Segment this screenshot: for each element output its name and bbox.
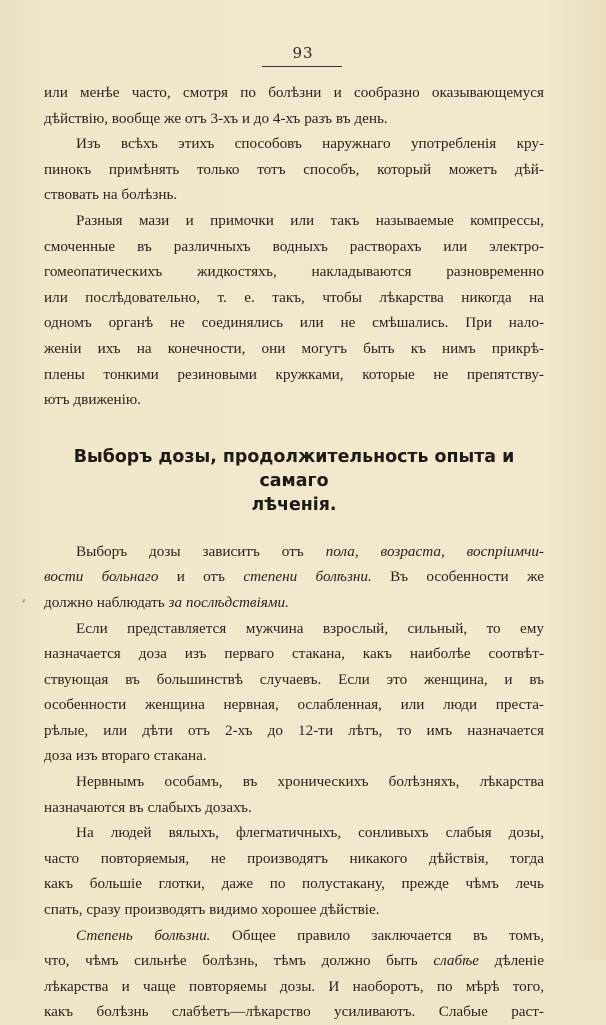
page-number: 93	[292, 44, 314, 62]
paragraph-4	[44, 539, 544, 616]
text-line: или менѣе часто, смотря по болѣзни и сообразно оказывающемуся	[44, 84, 544, 101]
text-line: ютъ движенію.	[44, 391, 141, 409]
italic-run: Степень болѣзни.	[76, 926, 211, 944]
text-run: дѣленіе	[478, 952, 545, 970]
italic-run: вости больнаго	[44, 568, 159, 586]
paragraph-2	[44, 131, 544, 208]
heading-line: Выборъ дозы, продолжительность опыта и самаго	[73, 446, 515, 491]
text-line: женіи ихъ на конечности, они могутъ быть къ нимъ прикрѣ-	[44, 339, 544, 357]
paragraph-1	[44, 80, 544, 131]
text-line: дѣйствію, вообще же отъ 3-хъ и до 4-хъ разъ въ день.	[44, 109, 388, 127]
text-line	[44, 590, 544, 616]
text-line: назначаются въ слабыхъ дозахъ.	[44, 798, 252, 816]
text-line: плены тонкими резиновыми кружками, которые не препятству-	[44, 365, 544, 383]
text-run: что, чѣмъ сильнѣе болѣзнь, тѣмъ должно быть	[44, 952, 434, 970]
paragraph-6	[44, 769, 544, 820]
text-line: ствующая въ большинствѣ случаевъ. Если это женщина, и въ	[44, 670, 544, 688]
text-run: и отъ	[158, 568, 244, 586]
text-line: спать, сразу производятъ видимо хорошее дѣйствіе.	[44, 901, 380, 919]
italic-run: слабѣе	[433, 952, 479, 970]
italic-run: за послѣдствіями.	[168, 593, 289, 611]
text-line	[44, 564, 544, 590]
text-run: Общее правило заключается въ томъ,	[210, 926, 544, 944]
page-number-rule	[262, 66, 342, 67]
text-line	[44, 539, 544, 565]
italic-run: пола, возраста, воспріимчи-	[325, 542, 544, 560]
text-line: Нервнымъ особамъ, въ хроническихъ болѣзняхъ, лѣкарства	[76, 773, 544, 791]
paragraph-8	[44, 923, 544, 1025]
text-line	[44, 948, 544, 974]
section-heading	[44, 445, 544, 517]
text-run: Выборъ дозы зависитъ отъ	[76, 542, 326, 560]
text-line: На людей вялыхъ, флегматичныхъ, сонливыхъ слабыя дозы,	[76, 824, 544, 842]
text-line: одномъ органѣ не соединялись или не смѣшались. При нало-	[44, 314, 544, 332]
text-line: Если представляется мужчина взрослый, сильный, то ему	[76, 619, 544, 637]
text-line: пинокъ примѣнять только тотъ способъ, который можетъ дѣй-	[44, 160, 544, 178]
paragraph-7	[44, 820, 544, 922]
text-line: особенности женщина нервная, ослабленная, или люди преста-	[44, 696, 544, 714]
stray-mark: ‚	[22, 590, 26, 604]
text-line: какъ большіе глотки, даже по полустакану, прежде чѣмъ лечь	[44, 875, 544, 893]
body-text	[44, 80, 544, 1025]
text-line: гомеопатическихъ жидкостяхъ, накладываются разновременно	[44, 263, 544, 281]
text-line: часто повторяемыя, не производятъ никакого дѣйствія, тогда	[44, 849, 544, 867]
text-line: какъ болѣзнь слабѣетъ—лѣкарство усиливаютъ. Слабые раст-	[44, 1003, 544, 1021]
text-line	[44, 923, 544, 949]
text-line: Изъ всѣхъ этихъ способовъ наружнаго употребленія кру-	[76, 135, 544, 153]
text-line: Разныя мази и примочки или такъ называемые компрессы,	[76, 211, 544, 229]
text-line: доза изъ втораго стакана.	[44, 747, 207, 765]
text-line: ствовать на болѣзнь.	[44, 186, 178, 204]
text-line: лѣкарства и чаще повторяемы дозы. И наоборотъ, по мѣрѣ того,	[44, 977, 544, 995]
text-line: смоченные въ различныхъ водныхъ растворахъ или электро-	[44, 237, 544, 255]
paragraph-5	[44, 616, 544, 770]
heading-line: лѣченія.	[251, 494, 337, 515]
italic-run: степени болѣзни.	[243, 568, 372, 586]
text-line: назначается доза изъ перваго стакана, какъ наиболѣе соотвѣт-	[44, 645, 544, 663]
text-run: должно наблюдать	[44, 593, 169, 611]
text-line: или послѣдовательно, т. е. такъ, чтобы лѣкарства никогда на	[44, 288, 544, 306]
paragraph-3	[44, 208, 544, 413]
text-run: Въ особенности же	[371, 568, 545, 586]
text-line: рѣлые, или дѣти отъ 2-хъ до 12-ти лѣтъ, то имъ назначается	[44, 721, 544, 739]
